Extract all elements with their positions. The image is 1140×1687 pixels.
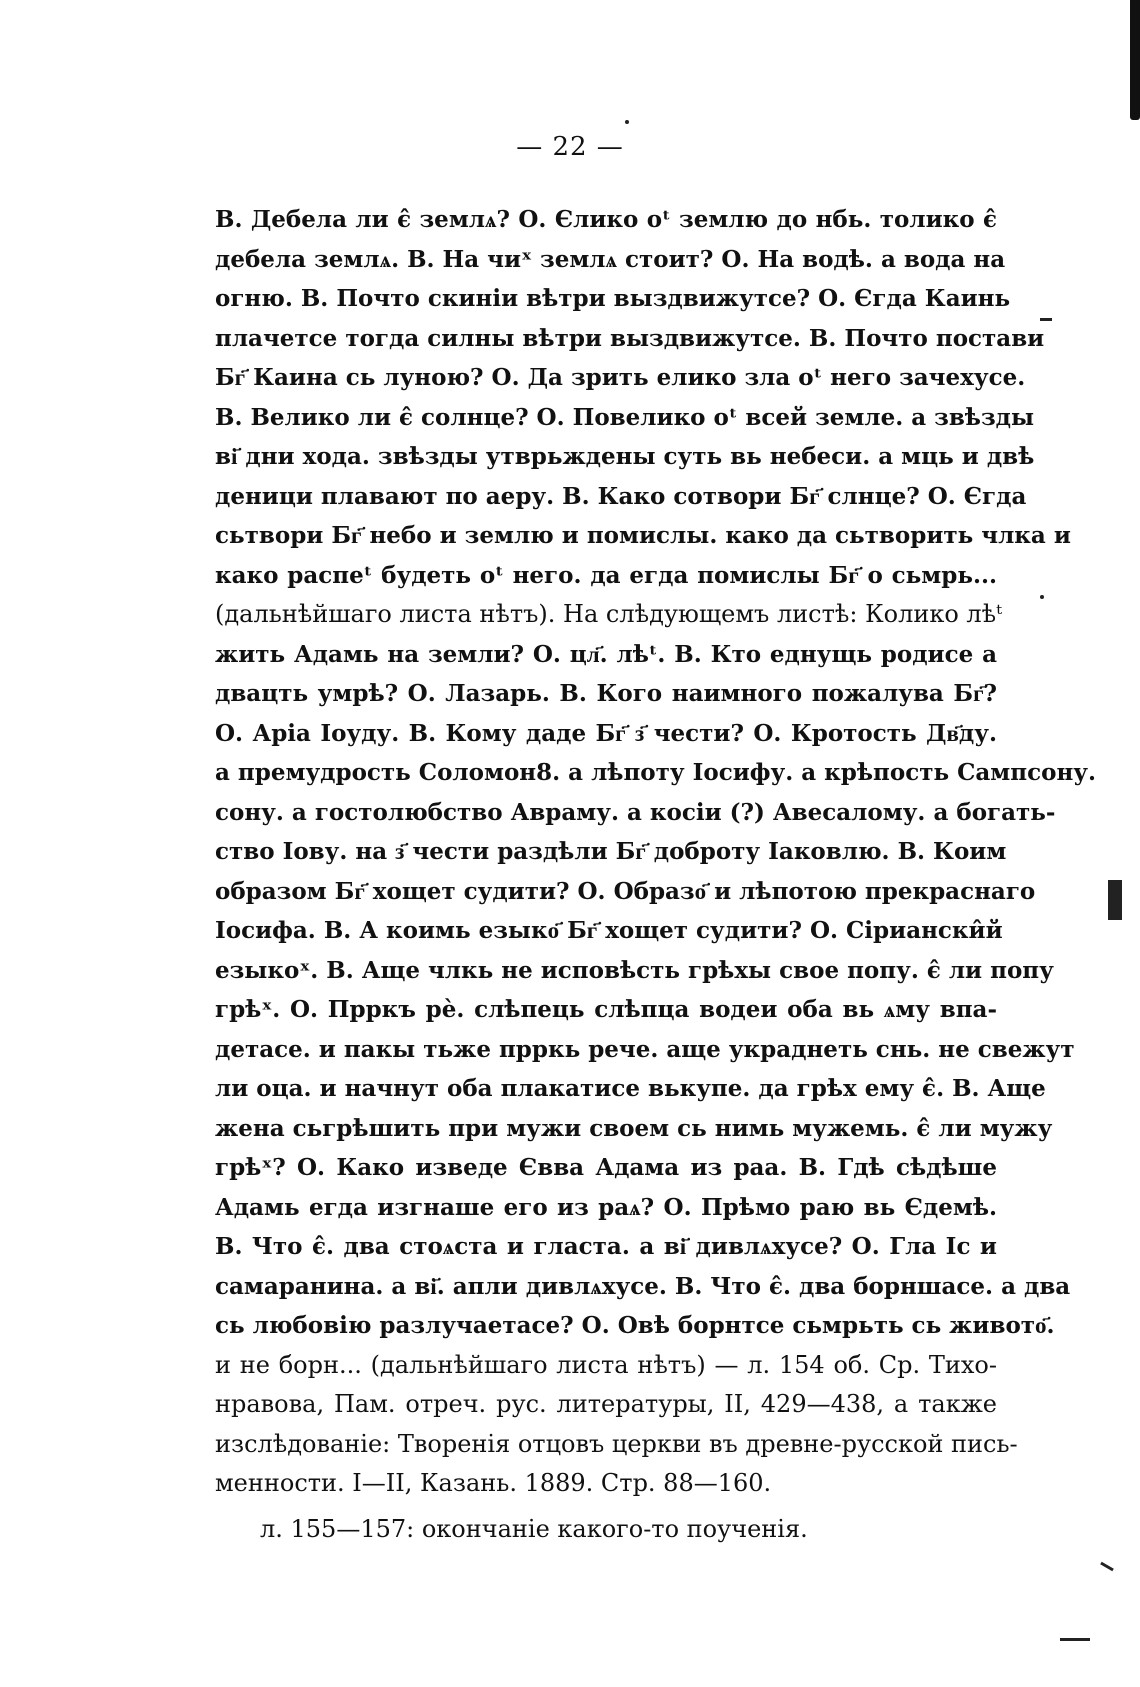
text-line: самаранина. а ві҃. апли дивлѧхусе. В. Что є̂. два борншасе. а два [215, 1272, 1071, 1300]
text-line: Іосифа. В. А коимь езыко҃ Бг҃ хощет судити? О. Сіриански̂й [215, 917, 1003, 944]
scan-edge-mark [1130, 0, 1140, 120]
text-line: грѣˣ. О. Прркъ рѐ. слѣпець слѣпца водеи оба вь ѧму впа- [215, 996, 997, 1023]
page-number: — 22 — [516, 132, 624, 162]
text-line: како распеᵗ будеть оᵗ него. да егда помислы Бг҃ о сьмрь... [215, 561, 997, 589]
text-line: нравова, Пам. отреч. рус. литературы, II, 429—438, а также [215, 1390, 997, 1418]
text-line: л. 155—157: окончаніе какого-то поученія. [260, 1514, 808, 1543]
text-line: (дальнѣйшаго листа нѣтъ). На слѣдующемъ листѣ: Колико лѣᵗ [215, 600, 1003, 628]
text-line: О. Аріа Іоуду. В. Кому даде Бг҃ з҃ чести? О. Кротость Дв҃ду. [215, 719, 997, 747]
scan-speck [1060, 1638, 1090, 1641]
text-line: образом Бг҃ хощет судити? О. Образо҃ и лѣпотою прекраснаго [215, 877, 1036, 905]
scan-speck [625, 120, 629, 124]
text-line: грѣˣ? О. Како изведе Євва Адама из раа. В. Гдѣ сѣдѣше [215, 1154, 997, 1181]
text-line: В. Что є̂. два стоѧста и гласта. а ві҃ дивлѧхусе? О. Гла Іс и [215, 1233, 997, 1260]
scan-speck [1100, 1562, 1114, 1572]
scan-speck [1040, 318, 1052, 321]
text-line: изслѣдованіе: Творенія отцовъ церкви въ древне-русской пись- [215, 1429, 1018, 1458]
scan-speck [1108, 880, 1122, 920]
text-line: менности. I—II, Казань. 1889. Стр. 88—160. [215, 1469, 772, 1497]
text-line: ві҃ дни хода. звѣзды утврьждены суть вь небеси. а мць и двѣ [215, 443, 1035, 470]
text-line: Бг҃ Каина сь луною? О. Да зрить елико зла оᵗ него зачехусе. [215, 364, 1026, 391]
text-line: жена сьгрѣшить при мужи своем сь нимь мужемь. є̂ ли мужу [215, 1114, 1053, 1142]
text-line: сьтвори Бг҃ небо и землю и помислы. како да сьтворить члка и [215, 522, 1071, 549]
text-line: Адамь егда изгнаше его из раѧ? О. Прѣмо раю вь Єдемѣ. [215, 1193, 997, 1221]
scan-speck [1040, 595, 1044, 599]
text-line: сь любовію разлучаетасе? О. Овѣ борнтсе сьмрьть сь живото҃. [215, 1312, 1055, 1339]
text-line: В. Дебела ли є̂ землѧ? О. Єлико оᵗ землю до нбь. толико є̂ [215, 206, 997, 233]
text-line: плачетсе тогда силны вѣтри выздвижутсе. В. Почто постави [215, 324, 1045, 352]
text-line: а премудрость Соломон8. а лѣпоту Іосифу. а крѣпость Сампсону. [215, 759, 1097, 786]
text-line: ство Іову. на з҃ чести раздѣли Бг҃ доброту Іаковлю. В. Коим [215, 838, 1007, 865]
text-line: и не борн... (дальнѣйшаго листа нѣтъ) — л. 154 об. Ср. Тихо- [215, 1350, 997, 1379]
text-block [215, 200, 1097, 1549]
text-line: деници плавают по аеру. В. Како сотвори Бг҃ слнце? О. Єгда [215, 482, 1027, 510]
text-line: езыкоˣ. В. Аще члкь не исповѣсть грѣхы свое попу. є̂ ли попу [215, 956, 1054, 984]
text-line: сону. а гостолюбство Авраму. а косіи (?) Авесалому. а богать- [215, 798, 1056, 826]
text-line: жить Адамь на земли? О. цл҃. лѣᵗ. В. Кто еднущь родисе а [215, 640, 997, 668]
text-line: В. Велико ли є̂ солнце? О. Повелико оᵗ всей земле. а звѣзды [215, 403, 1035, 431]
text-line: ли оца. и начнут оба плакатисе вькупе. да грѣх ему є̂. В. Аще [215, 1075, 1046, 1102]
text-line: огню. В. Почто скиніи вѣтри выздвижутсе? О. Єгда Каинь [215, 285, 1011, 312]
text-line: двацть умрѣ? О. Лазарь. В. Кого наимного пожалува Бг҃? [215, 680, 997, 707]
text-line: детасе. и пакы тьже прркь рече. аще украднеть снь. не свежут [215, 1035, 1075, 1063]
text-line: дебела землѧ. В. На чиˣ землѧ стоит? О. На водѣ. а вода на [215, 245, 1006, 273]
